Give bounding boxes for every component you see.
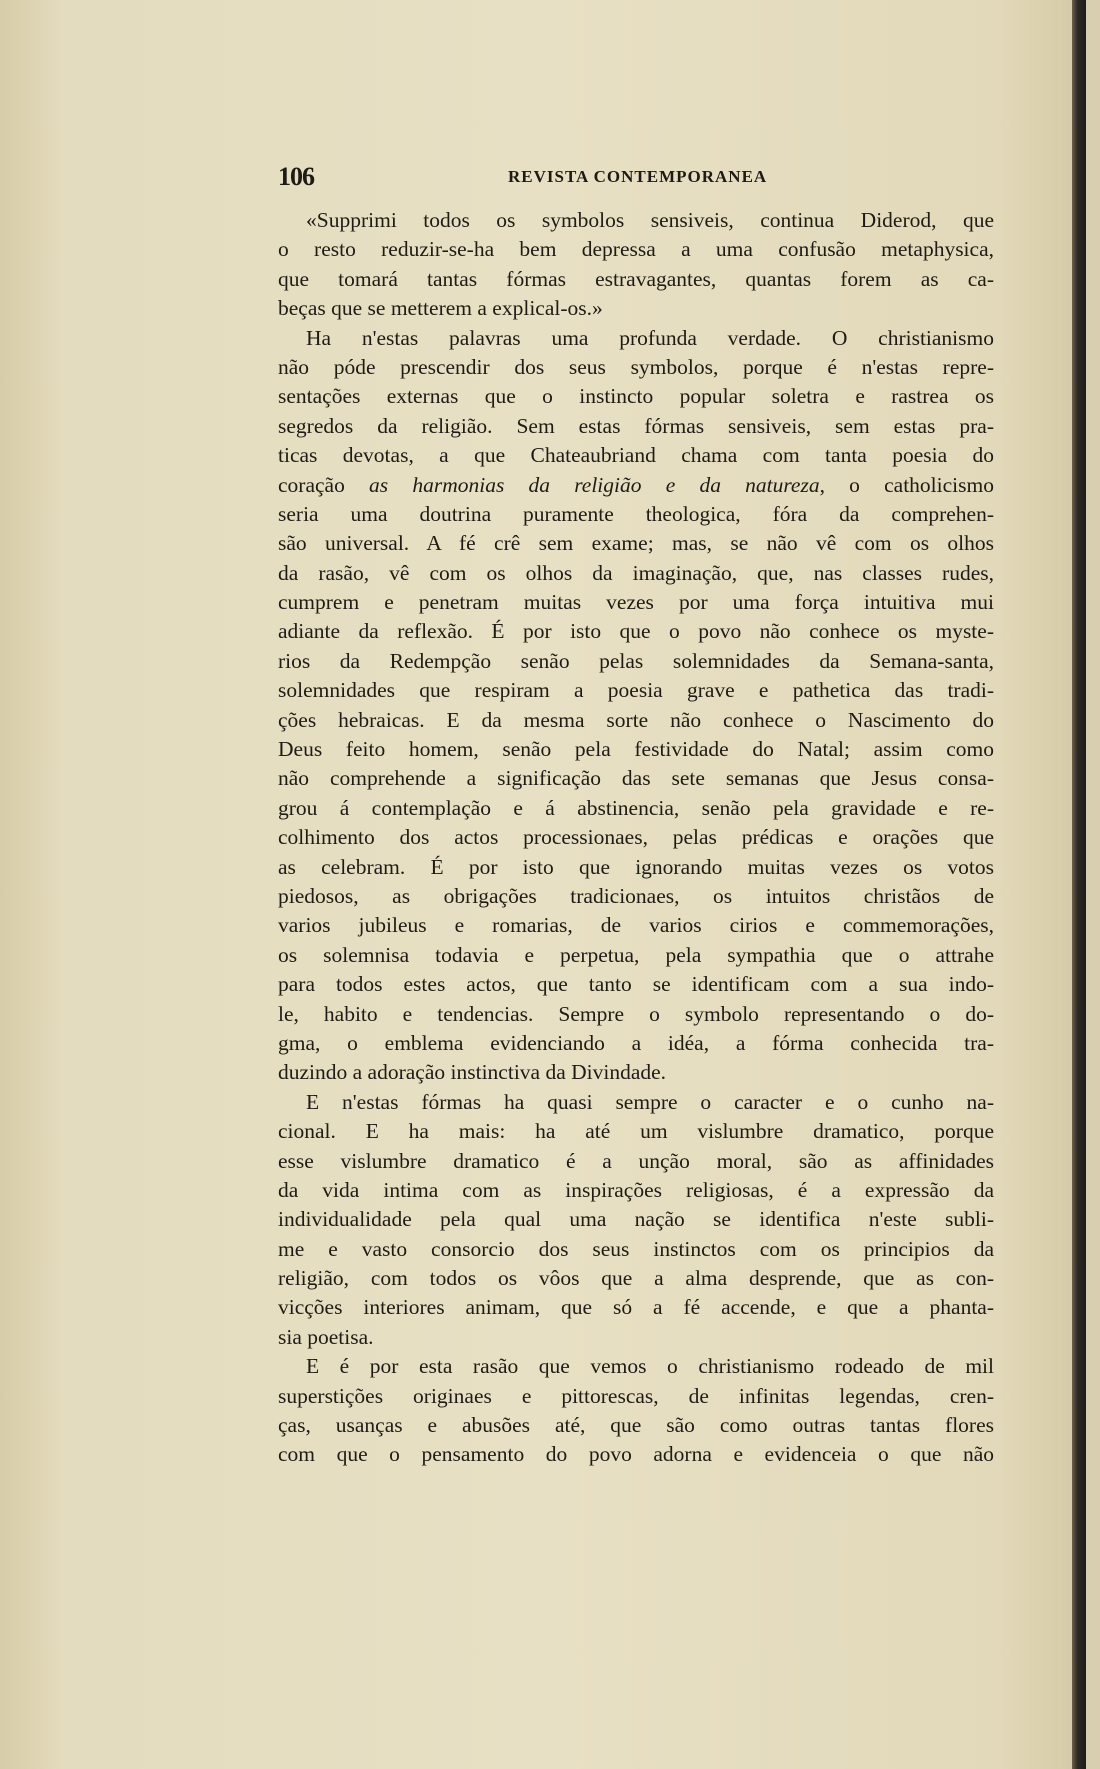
text-line: duzindo a adoração instinctiva da Divindade. [278, 1060, 667, 1085]
text-line: da vida intima com as inspirações religiosas, é a expressão da [278, 1177, 994, 1202]
text-line: não póde prescendir dos seus symbolos, porque é n'estas repre- [278, 354, 994, 379]
text-line: que tomará tantas fórmas estravagantes, quantas forem as ca- [278, 266, 994, 291]
italic-phrase: as harmonias da religião e da natureza [369, 472, 820, 497]
text-line: rios da Redempção senão pelas solemnidades da Semana-santa, [278, 648, 994, 673]
text-line: cional. E ha mais: ha até um vislumbre dramatico, porque [278, 1119, 994, 1144]
running-head: REVISTA CONTEMPORANEA [508, 167, 768, 186]
text-line: religião, com todos os vôos que a alma desprende, que as con- [278, 1266, 994, 1291]
text-line: ticas devotas, a que Chateaubriand chama com tanta poesia do [278, 443, 994, 468]
text-line: ções hebraicas. E da mesma sorte não conhece o Nascimento do [278, 707, 994, 732]
text-line: colhimento dos actos processionaes, pelas prédicas e orações que [278, 825, 994, 850]
text-line: varios jubileus e romarias, de varios cirios e commemorações, [278, 913, 994, 938]
text-line: segredos da religião. Sem estas fórmas sensiveis, sem estas pra- [278, 413, 994, 438]
text-line: adiante da reflexão. É por isto que o povo não conhece os myste- [278, 619, 994, 644]
text-line: grou á contemplação e á abstinencia, senão pela gravidade e re- [278, 795, 994, 820]
text-line: E n'estas fórmas ha quasi sempre o caracter e o cunho na- [306, 1089, 994, 1114]
page-number: 106 [278, 162, 314, 191]
text-line: o resto reduzir-se-ha bem depressa a uma confusão metaphysica, [278, 237, 994, 262]
text-line: piedosos, as obrigações tradicionaes, os intuitos christãos de [278, 883, 994, 908]
text-line: superstições originaes e pittorescas, de infinitas legendas, cren- [278, 1383, 994, 1408]
text-line: beças que se metterem a explical-os.» [278, 296, 603, 321]
text-line: vicções interiores animam, que só a fé accende, e que a phanta- [278, 1295, 994, 1320]
text-line: Ha n'estas palavras uma profunda verdade. O christianismo [306, 325, 994, 350]
text-line: le, habito e tendencias. Sempre o symbolo representando o do- [278, 1001, 994, 1026]
page-header [278, 162, 998, 192]
text-line: são universal. A fé crê sem exame; mas, se não vê com os olhos [278, 531, 994, 556]
text-line: da rasão, vê com os olhos da imaginação, que, nas classes rudes, [278, 560, 994, 585]
text-line: cumprem e penetram muitas vezes por uma força intuitiva mui [278, 590, 994, 615]
text-line: gma, o emblema evidenciando a idéa, a fórma conhecida tra- [278, 1030, 994, 1055]
text-line: esse vislumbre dramatico é a unção moral, são as affinidades [278, 1148, 994, 1173]
text-line: com que o pensamento do povo adorna e evidenceia o que não [278, 1442, 994, 1467]
text-line: para todos estes actos, que tanto se identificam com a sua indo- [278, 972, 994, 997]
text-line: sia poetisa. [278, 1324, 374, 1349]
text-line: não comprehende a significação das sete semanas que Jesus consa- [278, 766, 994, 791]
text-line: os solemnisa todavia e perpetua, pela sympathia que o attrahe [278, 942, 994, 967]
text-line: as celebram. É por isto que ignorando muitas vezes os votos [278, 854, 994, 879]
text-line: ças, usanças e abusões até, que são como outras tantas flores [278, 1413, 994, 1438]
text-line: «Supprimi todos os symbolos sensiveis, continua Diderod, que [306, 208, 994, 232]
text-line: seria uma doutrina puramente theologica, fóra da comprehen- [278, 501, 994, 526]
text-line: me e vasto consorcio dos seus instinctos com os principios da [278, 1236, 994, 1261]
page-edge-shadow [1072, 0, 1086, 1769]
text-line-with-italic: coração as harmonias da religião e da natureza, o catholicismo [278, 472, 994, 497]
text-line: E é por esta rasão que vemos o christianismo rodeado de mil [306, 1354, 994, 1379]
text-line: individualidade pela qual uma nação se identifica n'este subli- [278, 1207, 994, 1232]
text-line: solemnidades que respiram a poesia grave e pathetica das tradi- [278, 678, 994, 703]
text-line: sentações externas que o instincto popular soletra e rastrea os [278, 384, 994, 409]
body-text [278, 206, 994, 1470]
text-line: Deus feito homem, senão pela festividade do Natal; assim como [278, 737, 994, 762]
